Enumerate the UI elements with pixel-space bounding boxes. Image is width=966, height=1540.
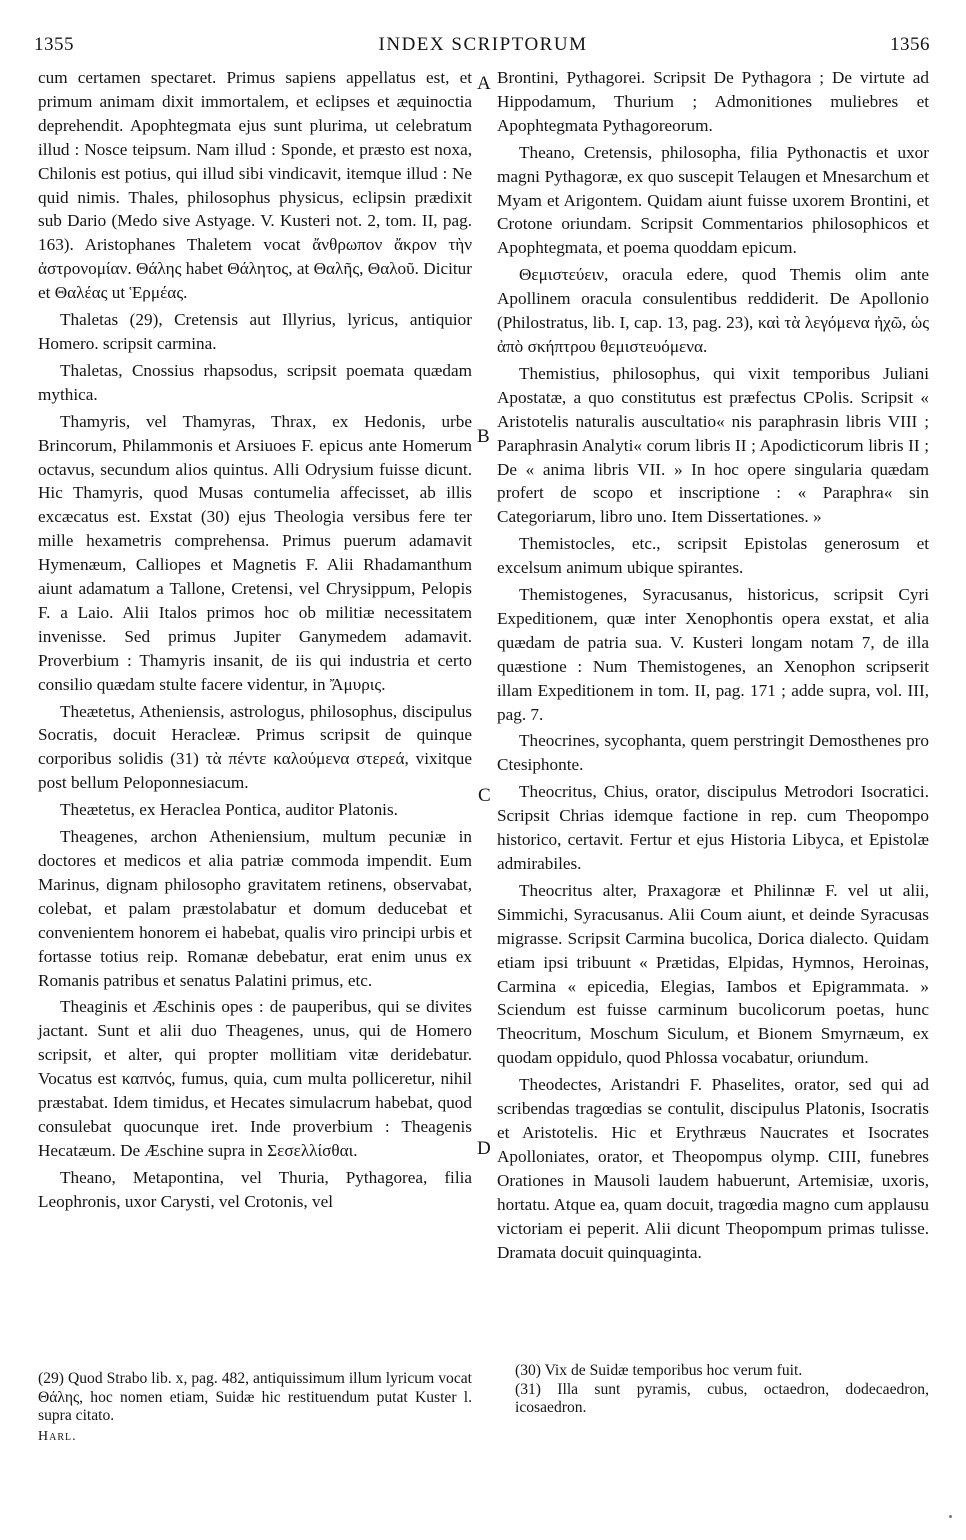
footnotes-left — [38, 1370, 472, 1446]
entry-theano-cretensis: Theano, Cretensis, philosopha, filia Pythonactis et uxor magni Pythagoræ, ex quo suscepit Telaugen et Mnesarchum et Myam et Arigontem. Quidam aiunt fuisse uxorem Brontini, et Crotone oriundam. Scripsit Commentarios philosophicos et Apophtegmata, et poema quoddam epicum. — [497, 142, 929, 258]
entry-theano-metapontina: Theano, Metapontina, vel Thuria, Pythagorea, filia Leophronis, uxor Carysti, vel Crotonis, vel — [38, 1167, 472, 1211]
entry-thaletas-cretensis: Thaletas (29), Cretensis aut Illyrius, lyricus, antiquior Homero. scripsit carmina. — [38, 310, 472, 353]
footnote-29: (29) Quod Strabo lib. x, pag. 482, antiquissimum illum lyricum vocat Θάλης, hoc nomen etiam, Suidæ hic restituendum putat Kuster l. supra citato. — [38, 1370, 472, 1424]
entry-theocrines: Theocrines, sycophanta, quem perstringit Demosthenes pro Ctesiphonte. — [497, 731, 929, 775]
entry-themistius: Themistius, philosophus, qui vixit temporibus Juliani Apostatæ, a quo constitutus est præfectus CPolis. Scripsit « Aristotelis naturalis auscultatio« nis paraphrasin libris VIII ; Paraphrasin Analyti« corum libris II ; Apodicticorum libris II ; De « anima libris VII. » In hoc opere singularia quædam profert de scopo et inscriptione : « Paraphra« sin Categoriarum, libro uno. Item Dissertationes. » — [497, 363, 929, 527]
margin-marker-a: A — [477, 73, 491, 94]
entry-theaetetus-atheniensis: Theætetus, Atheniensis, astrologus, philosophus, discipulus Socratis, docuit Heracleæ. Primus scripsit de quinque corporibus solidis (31) τὰ πέντε καλούμενα στερεά, vixitque post bellum Peloponnesiacum. — [38, 701, 472, 793]
entry-thamyris: Thamyris, vel Thamyras, Thrax, ex Hedonis, urbe Brincorum, Philammonis et Arsiuoes F. epicus ante Homerum octavus, secundum alios quintus. Alli Odrysium fuisse dicunt. Hic Thamyris, quod Musas contumelia affecisset, ab illis excæcatus est. Exstat (30) ejus Theologia versibus fere ter mille hexametris comprehensa. Primus puerum adamavit Hymenæum, Calliopes et Magnetis F. Alii Rhadamanthum aiunt adamatum a Tallone, Cretensi, vel Chrysippum, Pelopis F. a Laio. Alii Italos primos hoc ob militiæ necessitatem invenisse. Sed primus Jupiter Ganymedem adamavit. Proverbium : Thamyris insanit, de iis qui industria et certo consilio quædam stulte facere videntur, in Ἄμυρις. — [38, 411, 472, 694]
page-speck — [949, 1515, 952, 1518]
margin-marker-b: B — [477, 426, 490, 447]
margin-marker-d: D — [477, 1138, 491, 1159]
footnote-signature: Harl. — [38, 1428, 77, 1444]
right-page-number: 1356 — [890, 34, 930, 55]
entry-theaetetus-heraclea: Theætetus, ex Heraclea Pontica, auditor Platonis. — [60, 800, 398, 820]
entry-theodectes: Theodectes, Aristandri F. Phaselites, orator, sed qui ad scribendas tragœdias se contulit, discipulus Platonis, Isocratis et Aristotelis. Hic et Erythræus Naucrates et Isocrates Apolloniates, orator, et Theopompus olymp. CIII, funebres Orationes in Mausoli laudem habuerunt, Artemisiæ, uxoris, hortatu. Atque ea, quam docuit, tragœdia magno cum applausu victoriam ei peperit. Alii dicunt Theopompum primas tulisse. Dramata docuit quinquaginta. — [497, 1075, 929, 1262]
entry-theaginis-opes: Theaginis et Æschinis opes : de pauperibus, qui se divites jactant. Sunt et alii duo Theagenes, unus, qui de Homero scripsit, et alter, qui propter mollitiam vitæ deridebatur. Vocatus est καπνός, fumus, quia, cum multa polliceretur, nihil præstabat. Idem timidus, et Hecates simulacrum habebat, quod consulebat quocunque iret. Inde proverbium : Theagenis Hecatæum. De Æschine supra in Σεσελλίσθαι. — [38, 997, 472, 1160]
left-page-number: 1355 — [34, 34, 74, 55]
entry-themistogenes: Themistogenes, Syracusanus, historicus, scripsit Cyri Expeditionem, quæ inter Xenophontis opera exstat, et alia quædam de patria sua. V. Kusteri longam notam 7, de illa quæstione : Num Themistogenes, an Xenophon scripserit illam Expeditionem in tom. II, pag. 171 ; adde supra, vol. III, pag. 7. — [497, 585, 929, 724]
margin-marker-c: C — [478, 785, 491, 806]
right-column — [497, 66, 929, 1267]
entry-themistocles: Themistocles, etc., scripsit Epistolas generosum et excelsum animum ubique spirantes. — [497, 534, 929, 578]
entry-brontini-continuation: Brontini, Pythagorei. Scripsit De Pythagora ; De virtute ad Hippodamum, Thurium ; Admonitiones muliebres et Apophtegmata Pythagoreorum. — [497, 68, 929, 135]
entry-theocritus-chius: Theocritus, Chius, orator, discipulus Metrodori Isocratici. Scripsit Chrias idemque factione in rep. cum Theopompo historico, certavit. Fertur et ejus Historia Libyca, et Epistolæ admirabiles. — [497, 782, 929, 873]
entry-theocritus-alter: Theocritus alter, Praxagoræ et Philinnæ F. vel ut alii, Simmichi, Syracusanus. Alii Coum aiunt, et deinde Syracusas migrasse. Scripsit Carmina bucolica, Dorica dialecto. Quidam etiam ipsi tribuunt « Prætidas, Elpidas, Hymnos, Heroinas, Carmina « epicedia, Elegias, Iambos et Epigrammata. » Sciendum est fuisse carminum bucolicorum poetas, hunc Theocritum, Moschum Siculum, et Bionem Smyrnæum, ex quodam oppidulo, quod Phlossa vocabatur, oriundum. — [497, 880, 929, 1068]
left-column — [38, 66, 472, 1217]
entry-thaletas-cnossius: Thaletas, Cnossius rhapsodus, scripsit poemata quædam mythica. — [38, 360, 472, 404]
entry-theagenes-archon: Theagenes, archon Atheniensium, multum pecuniæ in doctores et medicos et alia patriæ commoda impendit. Eum Marinus, dignam philosopho gravitatem retinens, observabat, colebat, et palam præstolabatur et domum deducebat et convenientem honorem ei habebat, qualis viro principi urbis et fortasse totius reip. Romanæ debebatur, erat enim unus ex Romanis patribus et senatus Palatini primus, etc. — [38, 827, 472, 990]
footnotes-right — [515, 1362, 929, 1418]
entry-thales: cum certamen spectaret. Primus sapiens appellatus est, et primum animam dixit immortalem, et eclipses et æquinoctia deprehendit. Apophtegmata ejus sunt plurima, ut celebratum illud : Nosce teipsum. Nam illud : Sponde, et præsto est noxa, Chilonis est potius, qui illud sibi vindicavit, itemque illud : Ne quid nimis. Thales, philosophus physicus, eclipsin prædixit sub Dario (Medo sive Astyage. V. Kusteri not. 2, tom. II, pag. 163). Aristophanes Thaletem vocat ἄνθρωπον ἄκρον τὴν ἀστρονομίαν. Θάλης habet Θάλητος, at Θαλῆς, Θαλοῦ. Dicitur et Θαλέας ut Ἑρμέας. — [38, 68, 472, 303]
entry-themisteuein: Θεμιστεύειν, oracula edere, quod Themis olim ante Apollinem oracula consulentibus reddiderit. De Apollonio (Philostratus, lib. I, cap. 13, pag. 23), καὶ τὰ λεγόμενα ἠχῶ, ὡς ἀπὸ σκήπτρου θεμιστευόμενα. — [497, 265, 929, 356]
running-title: INDEX SCRIPTORUM — [378, 34, 588, 55]
footnote-30: (30) Vix de Suidæ temporibus hoc verum fuit. — [515, 1362, 803, 1379]
footnote-31: (31) Illa sunt pyramis, cubus, octaedron, dodecaedron, icosaedron. — [515, 1380, 929, 1416]
